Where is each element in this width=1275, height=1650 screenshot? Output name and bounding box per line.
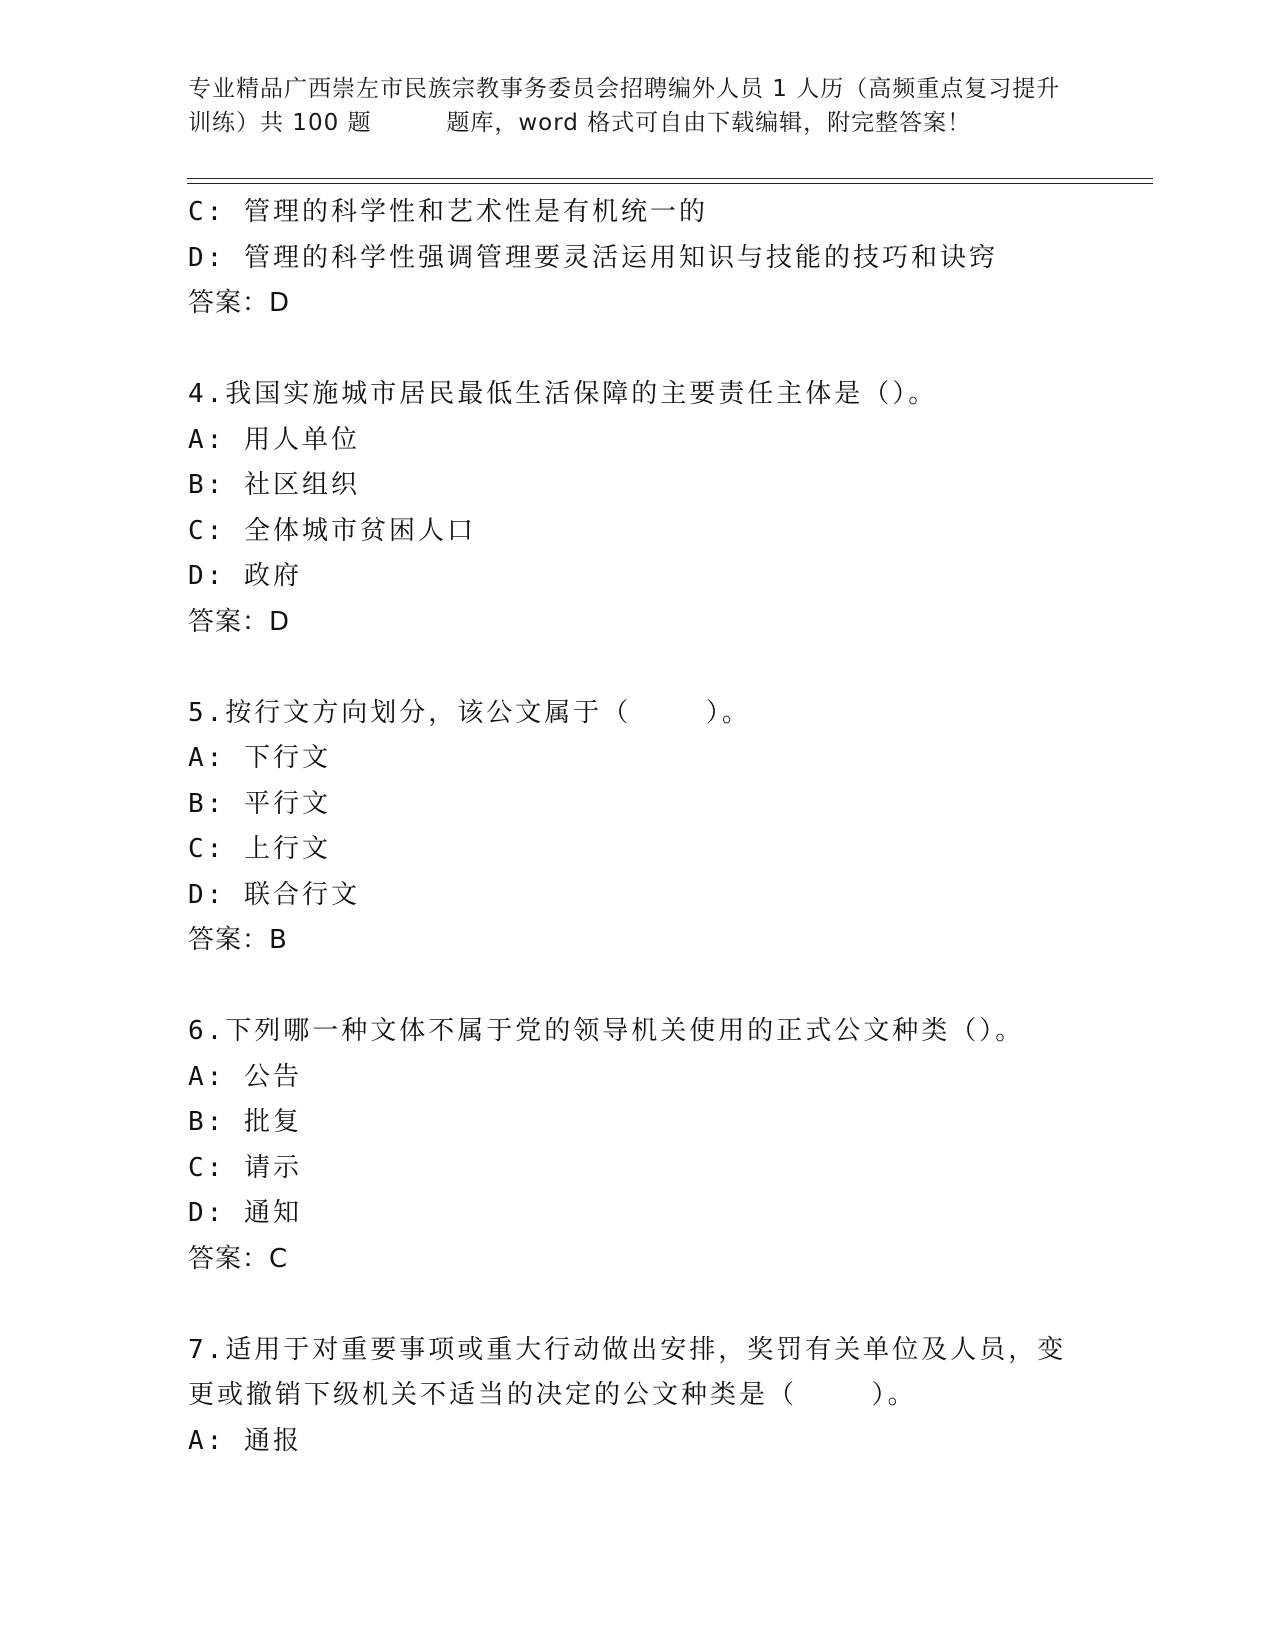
header-divider-top: [187, 178, 1153, 179]
option-d: D: 政府: [188, 561, 302, 591]
answer: 答案：D: [188, 288, 291, 318]
header-line-2: 训练）共 100 题 题库，word 格式可自由下载编辑，附完整答案！: [188, 110, 972, 136]
option-a: A: 用人单位: [188, 424, 360, 455]
option-c: C: 全体城市贫困人口: [188, 515, 476, 546]
header-line-1: 专业精品广西崇左市民族宗教事务委员会招聘编外人员 1 人历（高频重点复习提升: [188, 76, 1061, 102]
option-d: D: 管理的科学性强调管理要灵活运用知识与技能的技巧和诀窍: [188, 242, 998, 273]
question-text: 5.按行文方向划分，该公文属于（ ）。: [188, 697, 751, 728]
option-b: B: 平行文: [188, 788, 331, 819]
option-a: A: 通报: [188, 1425, 302, 1456]
option-c: C: 管理的科学性和艺术性是有机统一的: [188, 197, 708, 227]
spacer: [188, 964, 1088, 1010]
option-b: B: 批复: [188, 1107, 302, 1137]
option-b: B: 社区组织: [188, 470, 360, 500]
question-text-line-2: 更或撤销下级机关不适当的决定的公文种类是（ ）。: [188, 1380, 917, 1410]
spacer: [188, 327, 1088, 373]
question-list: [188, 190, 1088, 1464]
spacer: [188, 1282, 1088, 1328]
spacer: [188, 645, 1088, 691]
answer: 答案：D: [188, 606, 291, 637]
option-c: C: 上行文: [188, 834, 331, 864]
option-a: A: 公告: [188, 1061, 302, 1092]
question-text-line-1: 7.适用于对重要事项或重大行动做出安排，奖罚有关单位及人员，变: [188, 1334, 1067, 1365]
answer: 答案：C: [188, 1243, 289, 1274]
document-header: [188, 72, 1088, 140]
question-6: [188, 1009, 1088, 1282]
question-7: [188, 1328, 1088, 1465]
option-d: D: 通知: [188, 1198, 302, 1228]
question-text: 6.下列哪一种文体不属于党的领导机关使用的正式公文种类（）。: [188, 1016, 1025, 1046]
option-c: C: 请示: [188, 1152, 302, 1183]
question-3-tail: [188, 190, 1088, 327]
option-d: D: 联合行文: [188, 879, 360, 910]
question-text: 4.我国实施城市居民最低生活保障的主要责任主体是（）。: [188, 379, 938, 409]
header-divider-bottom: [187, 183, 1153, 184]
question-5: [188, 691, 1088, 964]
answer: 答案：B: [188, 925, 288, 955]
question-4: [188, 372, 1088, 645]
option-a: A: 下行文: [188, 743, 331, 773]
